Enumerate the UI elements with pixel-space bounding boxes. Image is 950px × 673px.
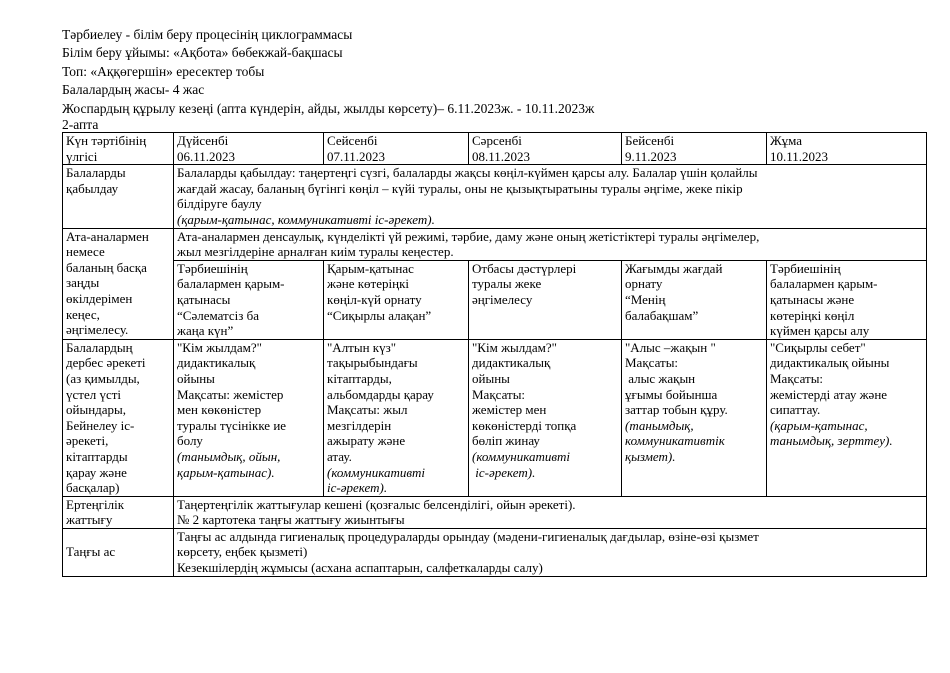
cyclogram-table — [62, 132, 927, 577]
table-row-breakfast — [63, 528, 927, 576]
table-row-parents-general — [63, 228, 927, 260]
header-cell-day: Дүйсенбі 06.11.2023 — [174, 133, 324, 165]
reception-note: (қарым-қатынас, коммуникативті іс-әрекет). — [177, 212, 435, 227]
doc-group: Топ: «Аққөгершін» ересектер тобы — [62, 63, 265, 79]
parents-day-cell: Жағымды жағдай орнату “Менің балабақшам” — [622, 260, 767, 339]
parents-day-cell: Отбасы дәстүрлері туралы жеке әңгімелесу — [469, 260, 622, 339]
independent-day-cell: "Кім жылдам?" дидактикалық ойыны Мақсаты: жемістер мен көкөністер туралы түсінікке ие болу (танымдық, ойын, қарым-қатынас). — [174, 339, 324, 496]
independent-day-cell: "Кім жылдам?" дидактикалық ойыны Мақсаты: жемістер мен көкөністерді топқа бөліп жинау (коммуникативті іс-әрекет). — [469, 339, 622, 496]
row-label-reception: Балаларды қабылдау — [63, 165, 174, 228]
parents-text: Ата-аналармен денсаулық, күнделікті үй режимі, тәрбие, даму және оның жетістіктері туралы әңгімелер, жыл мезгілдеріне арналған киім туралы кеңестер. — [174, 228, 927, 260]
row-label-parents: Ата-аналармен немесе баланың басқа заңды өкілдерімен кеңес, әңгімелесу. — [63, 228, 174, 339]
doc-period: Жоспардың құрылу кезеңі (апта күндерін, айды, жылды көрсету)– 6.11.2023ж. - 10.11.2023ж — [62, 100, 595, 116]
header-cell-day: Сәрсенбі 08.11.2023 — [469, 133, 622, 165]
header-cell-schedule: Күн тәртібінің үлгісі — [63, 133, 174, 165]
parents-day-cell: Тәрбиешінің балалармен қарым- қатынасы “Сәлематсіз ба жаңа күн” — [174, 260, 324, 339]
table-row-exercise — [63, 496, 927, 528]
document-page — [62, 26, 926, 577]
header-cell-day: Бейсенбі 9.11.2023 — [622, 133, 767, 165]
parents-day-cell: Қарым-қатынас және көтеріңкі көңіл-күй орнату “Сиқырлы алақан” — [324, 260, 469, 339]
doc-organization: Білім беру ұйымы: «Ақбота» бөбекжай-бақшасы — [62, 45, 343, 61]
doc-age: Балалардың жасы- 4 жас — [62, 82, 205, 98]
header-cell-day: Сейсенбі 07.11.2023 — [324, 133, 469, 165]
reception-text: Балаларды қабылдау: таңертеңгі сүзгі, балаларды жақсы көңіл-күймен қарсы алу. Балалар үшін қолайлы жағдай жасау, баланың бүгінгі көңіл – күйі туралы, оны не қызықтыратыны туралы әңгіме, жеке пікір білдіруге баулу (қарым-қатынас, коммуникативті іс-әрекет). — [174, 165, 927, 228]
row-label-exercise: Ертеңгілік жаттығу — [63, 496, 174, 528]
independent-day-cell: "Сиқырлы себет" дидактикалық ойыны Мақсаты: жемістерді атау және сипаттау. (қарым-қатынас, танымдық, зерттеу). — [767, 339, 927, 496]
table-row-parents-days — [63, 260, 927, 339]
table-header-row — [63, 133, 927, 165]
row-label-independent: Балалардың дербес әрекеті (аз қимылды, үстел үсті ойындары, Бейнелеу іс- әрекеті, кітаптарды қарау және басқалар) — [63, 339, 174, 496]
header-cell-day: Жұма 10.11.2023 — [767, 133, 927, 165]
table-row-independent — [63, 339, 927, 496]
exercise-text: Таңертеңгілік жаттығулар кешені (қозғалыс белсенділігі, ойын әрекеті). № 2 картотека таңғы жаттығу жиынтығы — [174, 496, 927, 528]
parents-day-cell: Тәрбиешінің балалармен қарым- қатынасы және көтеріңкі көңіл күймен қарсы алу — [767, 260, 927, 339]
independent-day-cell: "Алтын күз" тақырыбындағы кітаптарды, альбомдарды қарау Мақсаты: жыл мезгілдерін ажырату және атау. (коммуникативті іс-әрекет). — [324, 339, 469, 496]
doc-title: Тәрбиелеу - білім беру процесінің циклограммасы — [62, 27, 353, 42]
table-row-reception — [63, 165, 927, 228]
row-label-breakfast: Таңғы ас — [63, 528, 174, 576]
breakfast-text: Таңғы ас алдында гигиеналық процедураларды орындау (мәдени-гигиеналық дағдылар, өзіне-өзі қызмет көрсету, еңбек қызметі) Кезекшілердің жұмысы (асхана аспаптарын, салфеткаларды салу) — [174, 528, 927, 576]
doc-week: 2-апта — [62, 117, 99, 133]
independent-day-cell: "Алыс –жақын " Мақсаты: алыс жақын ұғымы бойынша заттар тобын құру. (танымдық, коммуникативтік қызмет). — [622, 339, 767, 496]
